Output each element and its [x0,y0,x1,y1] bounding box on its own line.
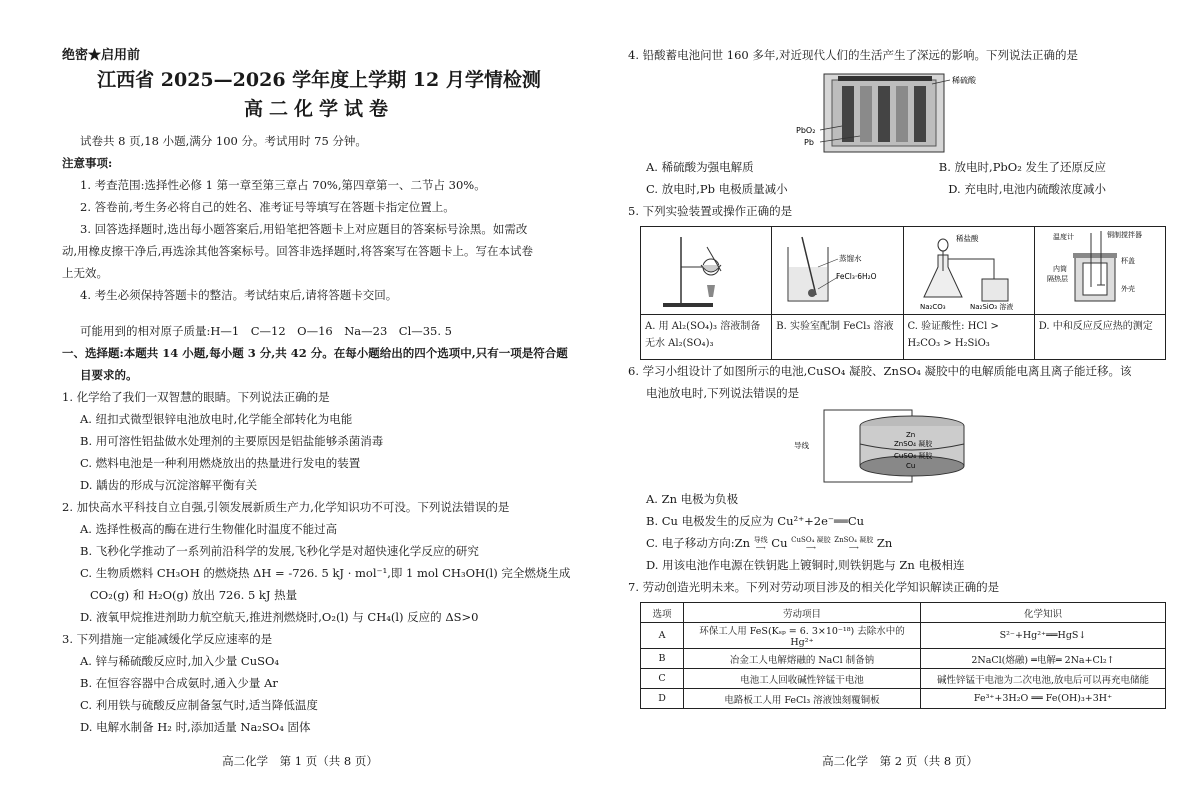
q6-option-b: B. Cu 电极发生的反应为 Cu²⁺+2e⁻══Cu [646,514,865,528]
q3-option-c: C. 利用铁与硫酸反应制备氢气时,适当降低温度 [80,698,318,712]
fig-label-wire: 导线 [794,441,809,450]
page-2 [600,0,1200,797]
q5-option-c: C. 验证酸性: HCl > H₂CO₃ > H₂SiO₃ [904,314,1034,359]
q4-options-row2 [628,178,1106,200]
section-heading-cont: 目要求的。 [80,368,138,382]
q5-option-a: A. 用 Al₂(SO₄)₃ 溶液制备无水 Al₂(SO₄)₃ [641,314,771,359]
fig-label-inner-cup: 内筒 [1052,265,1067,273]
q4-stem: 4. 铅酸蓄电池问世 160 多年,对近现代人们的生活产生了深远的影响。下列说法正确的是 [628,48,1079,62]
q3-stem: 3. 下列措施一定能减缓化学反应速率的是 [62,632,273,646]
q3-option-b: B. 在恒容容器中合成氨时,通入少量 Ar [80,676,278,690]
q1-option-d: D. 龋齿的形成与沉淀溶解平衡有关 [80,478,258,492]
q6-option-a: A. Zn 电极为负极 [646,492,739,506]
arrow-label-cuso4: CuSO₄ 凝胶 [791,536,831,544]
q2-option-a: A. 选择性极高的酶在进行生物催化时温度不能过高 [80,522,338,536]
q2-option-c-cont: CO₂(g) 和 H₂O(g) 放出 726. 5 kJ 热量 [90,588,298,602]
note-1: 1. 考查范围:选择性必修 1 第一章至第三章占 70%,第四章第一、二节占 30%。 [80,178,486,192]
note-2: 2. 答卷前,考生务必将自己的姓名、准考证号等填写在答题卡指定位置上。 [80,200,455,214]
q1-option-b: B. 用可溶性铝盐做水处理剂的主要原因是铝盐能够杀菌消毒 [80,434,384,448]
evaporation-apparatus-figure [641,227,771,311]
atomic-masses: 可能用到的相对原子质量:H—1 C—12 O—16 Na—23 Cl—35. 5 [80,324,453,338]
table-row: C 电池工人回收碱性锌锰干电池 碱性锌锰干电池为二次电池,放电后可以再充电储能 [641,669,1166,689]
q4-option-d: D. 充电时,电池内硫酸浓度减小 [948,182,1106,196]
fig-label-cu: Cu [906,462,916,470]
notes-heading: 注意事项: [62,156,113,170]
page-footer: 高二化学 第 2 页（共 8 页） [822,754,978,768]
q1-option-a: A. 纽扣式微型银锌电池放电时,化学能全部转化为电能 [80,412,353,426]
q5-stem: 5. 下列实验装置或操作正确的是 [628,204,793,218]
q5-apparatus-table [640,226,1166,360]
q5-option-b: B. 实验室配制 FeCl₃ 溶液 [772,314,902,359]
q5-option-d: D. 中和反应反应热的测定 [1035,314,1165,359]
fig-label-distilled-water: 蒸馏水 [839,254,862,263]
fig-label-thermometer: 温度计 [1052,233,1074,241]
fig-label-outer-shell: 外壳 [1120,285,1135,293]
acidity-test-figure [904,227,1034,311]
arrow-label-wire: 导线 [753,536,768,544]
fig-label-pbo2: PbO₂ [796,126,816,135]
fig-label-cuso4-gel: CuSO₄ 凝胶 [894,452,933,460]
fecl3-solution-figure [772,227,902,311]
note-4: 4. 考生必须保持答题卡的整洁。考试结束后,请将答题卡交回。 [80,288,398,302]
q7-table [640,602,1166,709]
q7-header-project: 劳动项目 [684,603,921,623]
exam-title: 江西省 2025—2026 学年度上学期 12 月学情检测 [97,69,541,91]
note-3-cont: 动,用橡皮擦干净后,再选涂其他答案标号。回答非选择题时,将答案写在答题卡上。写在本试卷 [62,244,533,258]
q6-option-c: C. 电子移动方向:Zn 导线 ⟶ Cu CuSO₄ 凝胶 ⟶ ZnSO₄ 凝胶 ⟶ Zn [646,536,893,552]
q4-option-c: C. 放电时,Pb 电极质量减小 [646,182,788,196]
fig-label-lid: 杯盖 [1120,257,1135,265]
q2-option-b: B. 飞秒化学推动了一系列前沿科学的发展,飞秒化学是对超快速化学反应的研究 [80,544,479,558]
fig-label-sulfuric-acid: 稀硫酸 [952,76,976,85]
q4-options-row1 [628,156,1106,178]
exam-intro: 试卷共 8 页,18 小题,满分 100 分。考试用时 75 分钟。 [80,134,367,148]
q6-stem: 6. 学习小组设计了如图所示的电池,CuSO₄ 凝胶、ZnSO₄ 凝胶中的电解质能电离且离子能迁移。该 [628,364,1132,378]
lead-acid-battery-figure [772,66,1012,156]
fig-label-zn: Zn [906,431,916,439]
q2-stem: 2. 加快高水平科技自立自强,引领发展新质生产力,化学知识功不可没。下列说法错误的是 [62,500,510,514]
fig-label-fecl3-hydrate: FeCl₃·6H₂O [836,272,877,281]
fig-label-znso4-gel: ZnSO₄ 凝胶 [894,440,933,448]
gel-battery-figure [782,404,1002,488]
q2-option-c: C. 生物质燃料 CH₃OH 的燃烧热 ΔH = -726. 5 kJ · mol⁻¹,即 1 mol CH₃OH(l) 完全燃烧生成 [80,566,571,580]
page-footer: 高二化学 第 1 页（共 8 页） [222,754,378,768]
fig-label-pb: Pb [804,138,814,147]
q4-option-a: A. 稀硫酸为强电解质 [646,160,754,174]
q2-option-d: D. 液氧甲烷推进剂助力航空航天,推进剂燃烧时,O₂(l) 与 CH₄(l) 反应的 ΔS>0 [80,610,479,624]
fig-label-insulation: 隔热层 [1046,275,1068,283]
q3-option-d: D. 电解水制备 H₂ 时,添加适量 Na₂SO₄ 固体 [80,720,311,734]
table-row: D 电路板工人用 FeCl₃ 溶液蚀刻覆铜板 Fe³⁺+3H₂O ══ Fe(OH)₃+3H⁺ [641,689,1166,709]
confidential-mark: 绝密★启用前 [62,48,141,63]
note-3-end: 上无效。 [62,266,108,280]
q6-option-d: D. 用该电池作电源在铁钥匙上镀铜时,则铁钥匙与 Zn 电极相连 [646,558,965,572]
q1-stem: 1. 化学给了我们一双智慧的眼睛。下列说法正确的是 [62,390,330,404]
fig-label-hydrochloric-acid: 稀盐酸 [955,234,978,243]
exam-subject-title: 高二化学试卷 [243,98,394,120]
note-3: 3. 回答选择题时,选出每小题答案后,用铅笔把答题卡上对应题目的答案标号涂黑。如需改 [80,222,528,236]
q6-stem-cont: 电池放电时,下列说法错误的是 [646,386,800,400]
q7-header-option: 选项 [641,603,684,623]
q7-stem: 7. 劳动创造光明未来。下列对劳动项目涉及的相关化学知识解读正确的是 [628,580,1000,594]
q3-option-a: A. 锌与稀硫酸反应时,加入少量 CuSO₄ [80,654,280,668]
q4-option-b: B. 放电时,PbO₂ 发生了还原反应 [938,160,1106,174]
calorimeter-figure [1035,227,1165,311]
table-row: B 冶金工人电解熔融的 NaCl 制备钠 2NaCl(熔融) ═电解═ 2Na+Cl₂↑ [641,649,1166,669]
q7-header-knowledge: 化学知识 [921,603,1166,623]
fig-label-na2sio3: Na₂SiO₃ 溶液 [969,303,1013,311]
fig-label-na2co3: Na₂CO₃ [919,303,946,311]
fig-label-copper-stirrer: 铜制搅拌器 [1106,231,1142,239]
section-heading: 一、选择题:本题共 14 小题,每小题 3 分,共 42 分。在每小题给出的四个选项中,只有一项是符合题 [62,346,568,360]
q1-option-c: C. 燃料电池是一种利用燃烧放出的热量进行发电的装置 [80,456,361,470]
table-row: A 环保工人用 FeS(Kₛₚ = 6. 3×10⁻¹⁸) 去除水中的 Hg²⁺ S²⁻+Hg²⁺══HgS↓ [641,623,1166,649]
arrow-label-znso4: ZnSO₄ 凝胶 [834,536,874,544]
